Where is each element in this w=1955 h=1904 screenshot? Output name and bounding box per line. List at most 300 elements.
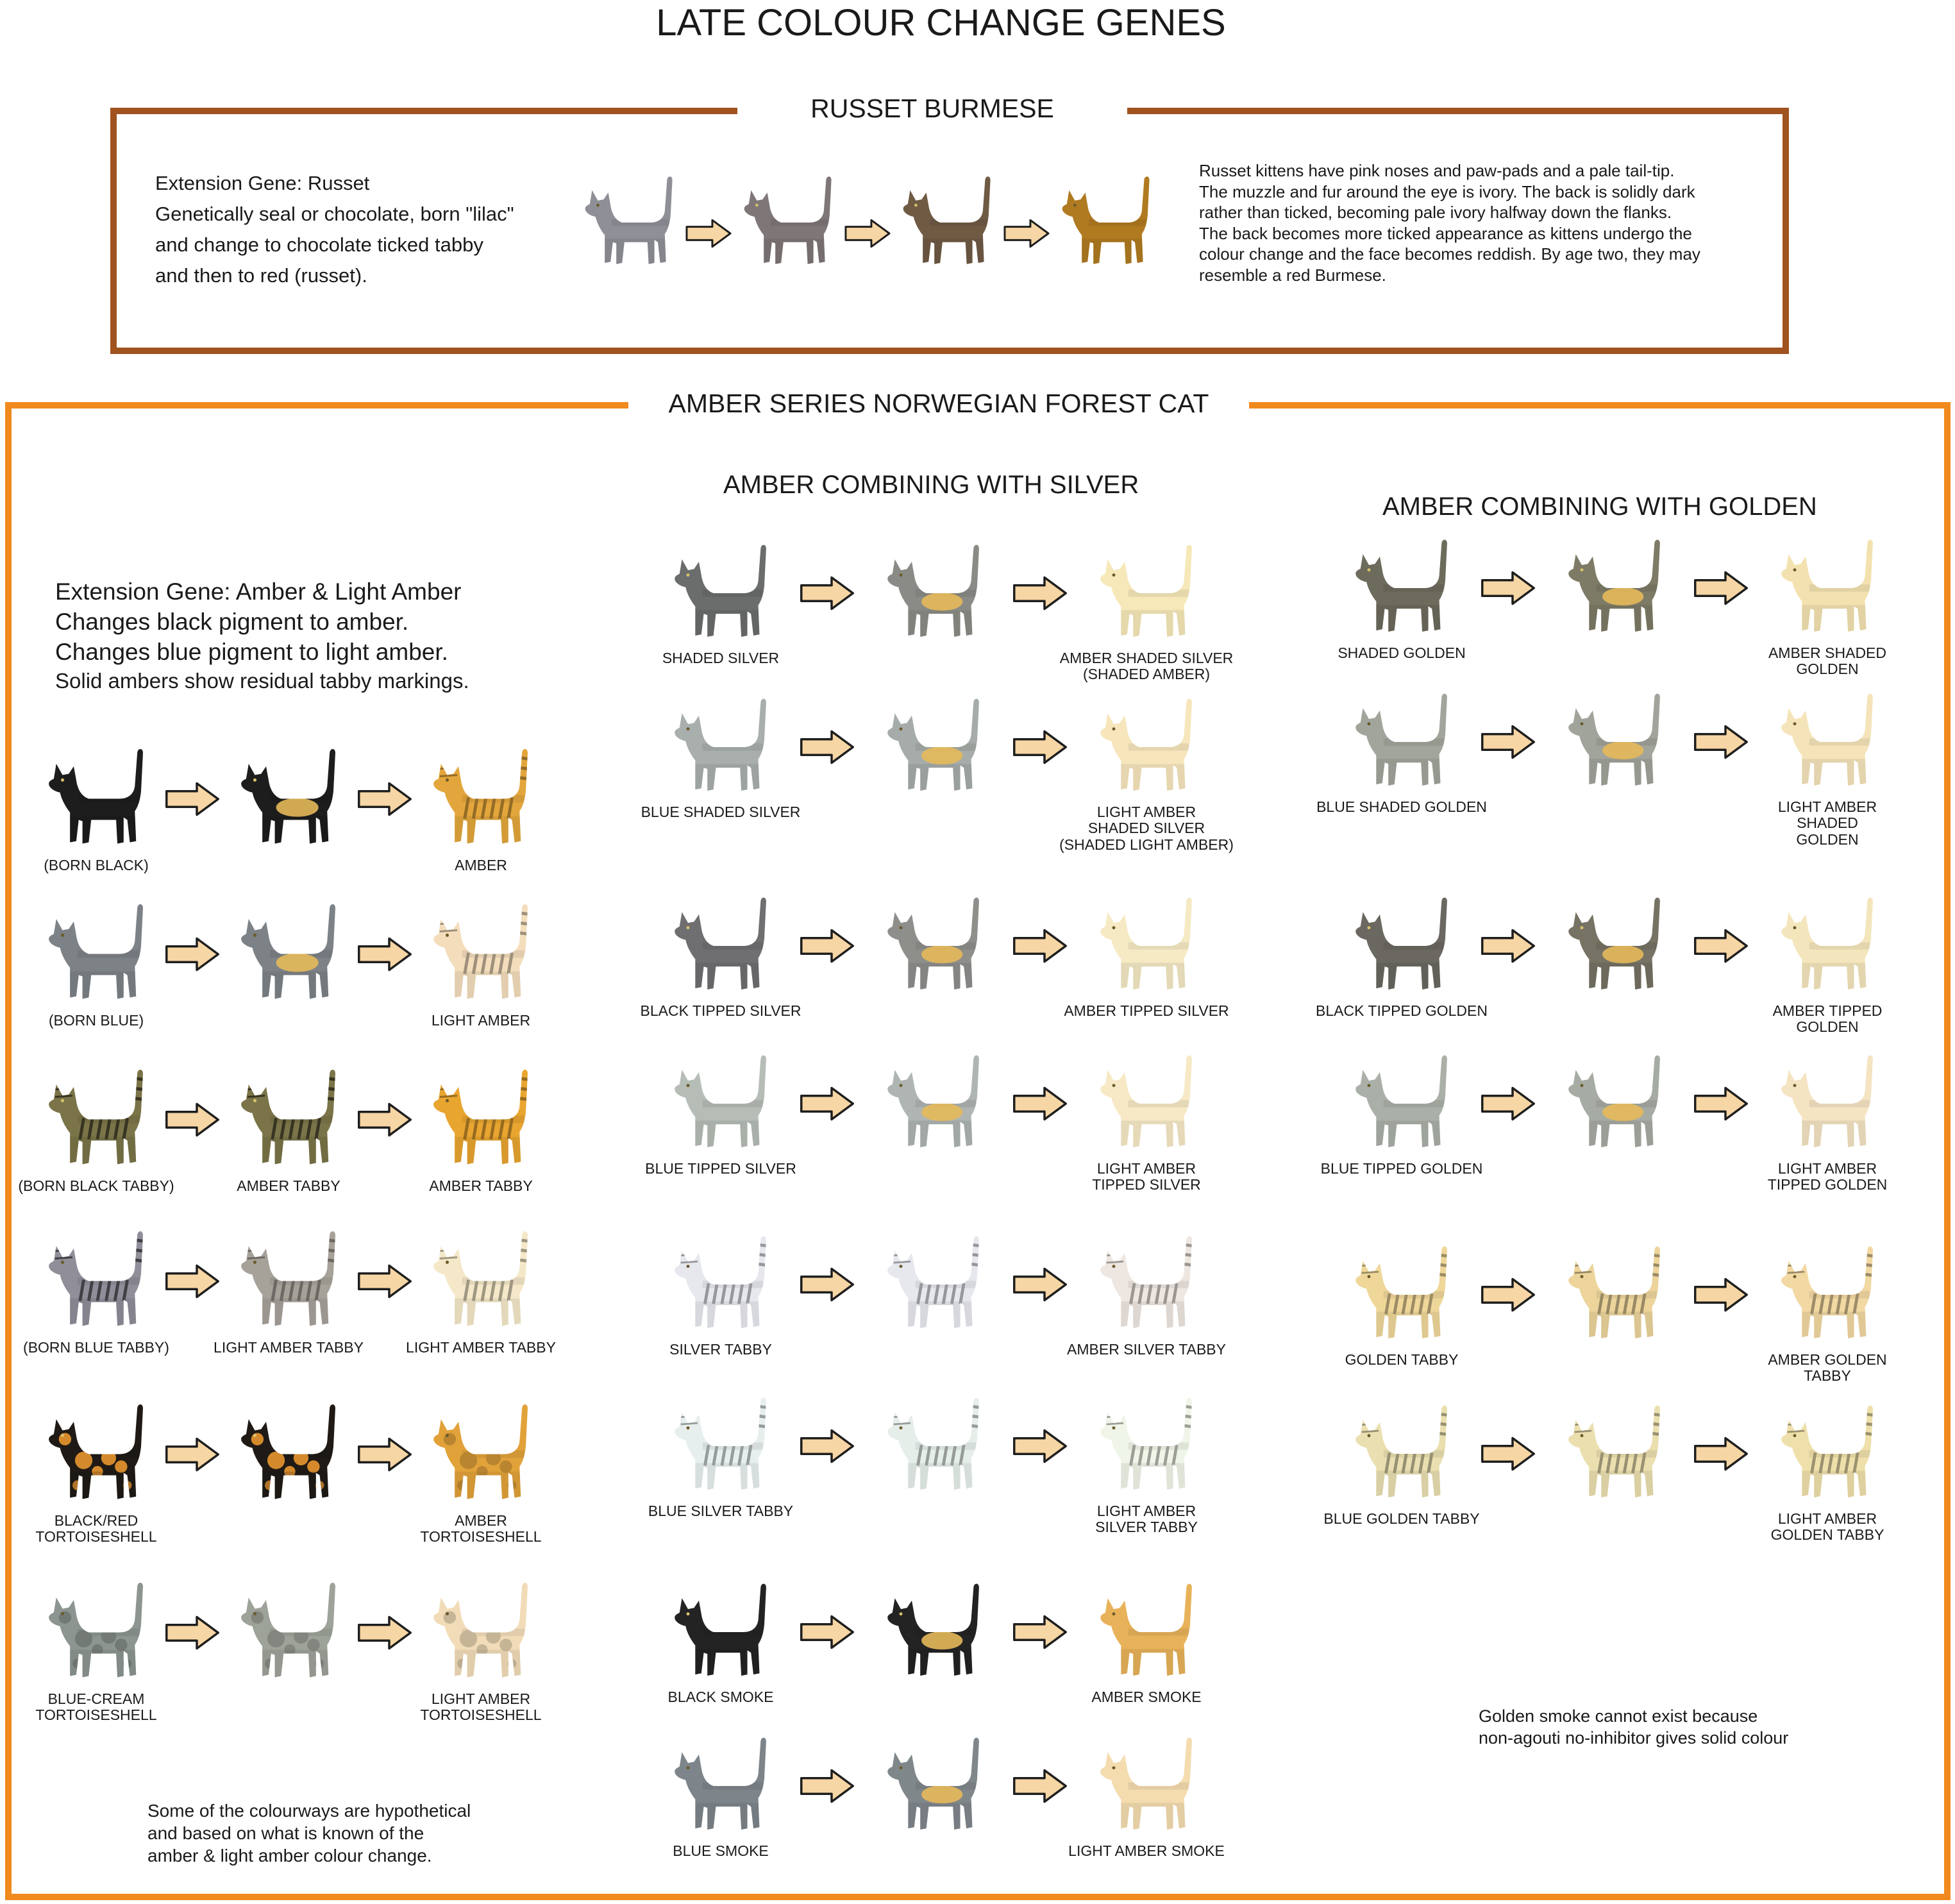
- cat-eye: [1581, 926, 1584, 929]
- left-column-cat: [423, 1063, 539, 1175]
- golden-column-label: GOLDEN TABBY: [1345, 1351, 1459, 1368]
- cat-eye: [914, 204, 918, 207]
- cat-back-shade: [703, 942, 763, 949]
- cat-eye: [1112, 1766, 1116, 1769]
- arrow-right-icon: [1688, 570, 1754, 606]
- arrow-shape: [1482, 931, 1534, 962]
- golden-column-row: [1344, 1240, 1885, 1349]
- arrow-right-icon: [1688, 1277, 1754, 1313]
- face-stripe: [440, 775, 457, 777]
- cat-eye: [1368, 1275, 1371, 1278]
- russet-cat-3: [895, 168, 999, 277]
- face-stripe: [440, 1096, 457, 1097]
- cat-leg-shade: [257, 1299, 338, 1330]
- cat-leg-shade: [903, 764, 982, 794]
- golden-column-label: SHADED GOLDEN: [1338, 644, 1466, 661]
- arrow-shape: [801, 1431, 853, 1462]
- arrow-right-icon: [1475, 1436, 1541, 1472]
- arrow-right-icon: [1475, 928, 1541, 964]
- tail-ring: [1651, 1265, 1660, 1266]
- face-stripe: [440, 1088, 457, 1090]
- arrow-right-icon: [685, 218, 732, 249]
- cat-leg-shade: [691, 1649, 769, 1679]
- russet-desc-line: The muzzle and fur around the eye is ivory. The back is solidly dark: [1199, 181, 1695, 201]
- cat-leg-shade: [600, 239, 675, 267]
- silver-column-label: LIGHT AMBER TIPPED SILVER: [1092, 1160, 1201, 1193]
- cat-leg-shade: [65, 972, 146, 1003]
- cat-eye: [1793, 722, 1797, 725]
- golden-column-cat: [1344, 1049, 1459, 1158]
- footnote-line: Some of the colourways are hypothetical: [147, 1801, 471, 1821]
- tail-ring: [1651, 1255, 1660, 1256]
- cat-eye: [253, 779, 256, 782]
- arrow-shape: [167, 1265, 219, 1297]
- cat-leg-shade: [1372, 1470, 1450, 1501]
- cat-leg-shade: [65, 1650, 146, 1681]
- cat-back-shade: [1809, 738, 1870, 745]
- golden-column-row: [1344, 534, 1885, 643]
- left-column-cat: [423, 1225, 539, 1337]
- silver-column-cat: [1089, 539, 1204, 648]
- tail-ring: [1438, 1433, 1447, 1435]
- arrow-shape: [1695, 573, 1747, 604]
- left-column-row: [38, 743, 539, 855]
- cat-eye: [900, 1766, 903, 1769]
- arrow-shape: [1014, 1431, 1066, 1462]
- silver-column-label: AMBER SMOKE: [1091, 1689, 1202, 1705]
- tail-ring: [757, 1264, 766, 1265]
- cat-eye: [1793, 926, 1797, 929]
- tail-ring: [1651, 1433, 1660, 1435]
- left-column-label: (BORN BLACK): [44, 857, 149, 873]
- tortie-patch: [444, 1611, 456, 1623]
- tail-ring: [1438, 1424, 1447, 1425]
- page-title: LATE COLOUR CHANGE GENES: [656, 2, 1226, 44]
- left-column-label: BLACK/RED TORTOISESHELL: [35, 1512, 157, 1546]
- cat-back-shade: [703, 743, 763, 750]
- russet-heading: RUSSET BURMESE: [737, 94, 1127, 124]
- cat-eye: [1112, 1426, 1116, 1429]
- cat-eye: [61, 1612, 64, 1615]
- cat-back-shade: [1384, 942, 1444, 949]
- cat-leg-shade: [903, 1120, 982, 1150]
- silver-column-cat: [1089, 891, 1204, 1000]
- cat-leg-shade: [691, 1803, 769, 1833]
- silver-column-label: LIGHT AMBER SMOKE: [1068, 1842, 1225, 1859]
- golden-column-label: AMBER GOLDEN TABBY: [1768, 1351, 1887, 1385]
- arrow-shape: [167, 1617, 219, 1648]
- cat-leg-shade: [1584, 1120, 1663, 1150]
- cat-leg-shade: [257, 1650, 338, 1681]
- silver-column-label: AMBER SHADED SILVER (SHADED AMBER): [1059, 650, 1234, 683]
- cat-back-shade: [1384, 584, 1444, 591]
- silver-column-cat: [876, 1578, 991, 1687]
- cat-eye: [61, 934, 64, 937]
- face-stripe: [1788, 1431, 1804, 1432]
- silver-column-heading: AMBER COMBINING WITH SILVER: [723, 471, 1139, 499]
- cat-eye: [61, 1261, 64, 1264]
- arrow-right-icon: [353, 781, 417, 817]
- silver-column-cat: [663, 1230, 778, 1339]
- tail-ring: [518, 1098, 528, 1099]
- cat-eye: [687, 1766, 690, 1769]
- russet-desc-line: resemble a red Burmese.: [1199, 265, 1386, 285]
- left-column-cat: [423, 1576, 539, 1689]
- tail-ring: [518, 1240, 528, 1241]
- tail-ring: [518, 1260, 528, 1261]
- cat-eye: [687, 1265, 690, 1268]
- arrow-right-icon: [1007, 1086, 1073, 1122]
- tail-ring: [1651, 1274, 1660, 1276]
- tortie-patch: [251, 1433, 264, 1445]
- tail-ring: [326, 1240, 335, 1241]
- cat-leg-shade: [1797, 605, 1876, 635]
- cat-eye: [1793, 568, 1797, 571]
- left-column-label: (BORN BLACK TABBY): [18, 1177, 174, 1194]
- tail-ring: [757, 1254, 766, 1256]
- left-column-cat: [38, 1576, 154, 1689]
- arrow-shape: [359, 1617, 411, 1648]
- tail-ring: [518, 757, 528, 759]
- golden-column-cat: [1344, 891, 1459, 1000]
- cat-leg-shade: [918, 239, 993, 267]
- tail-ring: [1183, 1416, 1192, 1417]
- cat-eye: [61, 779, 64, 782]
- cat-eye: [900, 1084, 903, 1087]
- cat-leg-shade: [691, 1301, 769, 1331]
- cat-eye: [1581, 1275, 1584, 1278]
- golden-column-label: LIGHT AMBER TIPPED GOLDEN: [1767, 1160, 1888, 1193]
- tail-ring: [133, 1098, 143, 1099]
- cat-leg-shade: [449, 1137, 530, 1168]
- silver-column-label: BLACK TIPPED SILVER: [640, 1002, 801, 1019]
- silver-column-cat: [876, 693, 991, 802]
- golden-column-cat: [1557, 1240, 1672, 1349]
- tail-ring: [1183, 1254, 1192, 1256]
- cat-eye: [1793, 1275, 1797, 1278]
- russet-gene-line: and then to red (russet).: [155, 264, 367, 287]
- golden-column-cat: [1344, 1399, 1459, 1508]
- cat-eye: [1073, 204, 1077, 207]
- arrow-shape: [1014, 1617, 1066, 1648]
- left-column-label: LIGHT AMBER TABBY: [406, 1339, 556, 1356]
- arrow-shape: [1695, 727, 1747, 758]
- cat-back-shade: [1384, 738, 1444, 745]
- arrow-right-icon: [1688, 928, 1754, 964]
- cat-leg-shade: [1372, 759, 1450, 789]
- tail-ring: [1651, 1414, 1660, 1415]
- cat-back-shade: [703, 1782, 763, 1789]
- cat-leg-shade: [1116, 1301, 1195, 1331]
- tail-ring: [757, 1406, 766, 1408]
- cat-leg-shade: [1116, 1649, 1195, 1679]
- russet-cat-2: [736, 168, 840, 277]
- cat-eye: [900, 1612, 903, 1615]
- tail-ring: [518, 932, 528, 934]
- golden-column-cat: [1557, 687, 1672, 796]
- tortie-patch: [92, 1466, 103, 1478]
- arrow-shape: [1482, 1088, 1534, 1120]
- amber-midsection: [1602, 587, 1643, 605]
- left-column-cat: [38, 898, 154, 1010]
- arrow-shape: [1005, 220, 1048, 246]
- amber-midsection: [1602, 1103, 1643, 1121]
- cat-eye: [1368, 1084, 1371, 1087]
- silver-column-cat: [1089, 693, 1204, 802]
- face-stripe: [1362, 1272, 1379, 1273]
- tortie-patch: [284, 1466, 296, 1478]
- arrow-right-icon: [1475, 570, 1541, 606]
- tail-ring: [757, 1426, 766, 1427]
- arrow-right-icon: [1007, 1768, 1073, 1804]
- cat-eye: [687, 926, 690, 929]
- cat-leg-shade: [257, 1137, 338, 1168]
- cat-leg-shade: [65, 1299, 146, 1330]
- cat-leg-shade: [65, 1137, 146, 1168]
- left-column-cat: [423, 898, 539, 1010]
- silver-column-cat: [663, 1578, 778, 1687]
- silver-column-cat: [1089, 1731, 1204, 1841]
- arrow-right-icon: [794, 729, 860, 765]
- face-stripe: [1362, 1265, 1379, 1266]
- arrow-right-icon: [160, 1263, 224, 1299]
- face-stripe: [894, 1254, 910, 1256]
- tortie-patch: [486, 1629, 501, 1644]
- left-column-cat: [38, 743, 154, 855]
- silver-column-row: [663, 1230, 1204, 1339]
- tail-ring: [1864, 1255, 1873, 1256]
- arrow-shape: [846, 220, 889, 246]
- cat-back-shade: [78, 795, 140, 803]
- golden-column-cat: [1770, 687, 1885, 796]
- arrow-shape: [1482, 727, 1534, 758]
- cat-leg-shade: [903, 1301, 982, 1331]
- left-column-cat: [38, 1398, 154, 1510]
- silver-column-row: [663, 891, 1204, 1000]
- cat-leg-shade: [691, 610, 769, 640]
- cat-back-shade: [1129, 1100, 1189, 1107]
- arrow-shape: [801, 1617, 853, 1648]
- cat-back-shade: [1129, 942, 1189, 949]
- face-stripe: [55, 1258, 72, 1259]
- silver-column-cat: [876, 1392, 991, 1501]
- tail-ring: [1438, 1274, 1447, 1276]
- amber-gene-line: Changes blue pigment to light amber.: [55, 638, 448, 665]
- arrow-shape: [801, 1088, 853, 1120]
- tortie-patch: [59, 1611, 71, 1623]
- amber-midsection: [921, 1631, 962, 1649]
- tortie-patch: [267, 1452, 285, 1469]
- cat-back-shade: [1129, 1782, 1189, 1789]
- arrow-shape: [1014, 1771, 1066, 1802]
- cat-back-shade: [1809, 1100, 1870, 1107]
- tail-ring: [133, 1250, 143, 1251]
- face-stripe: [55, 1096, 72, 1097]
- tortie-patch: [476, 1644, 488, 1656]
- tail-ring: [326, 1098, 335, 1099]
- arrow-shape: [687, 220, 730, 246]
- silver-column-label: SILVER TABBY: [669, 1341, 772, 1358]
- arrow-shape: [801, 931, 853, 962]
- golden-column-cat: [1770, 1240, 1885, 1349]
- silver-column-label: BLUE SILVER TABBY: [648, 1503, 794, 1519]
- golden-column-cat: [1770, 891, 1885, 1000]
- golden-column-cat: [1770, 534, 1885, 643]
- tail-ring: [326, 1260, 335, 1261]
- golden-column-cat: [1344, 687, 1459, 796]
- cat-leg-shade: [257, 1472, 338, 1503]
- russet-desc-line: The back becomes more ticked appearance as kittens undergo the: [1199, 223, 1692, 243]
- left-column-label: AMBER: [455, 857, 507, 873]
- silver-column-row: [663, 1392, 1204, 1501]
- cat-eye: [1581, 1434, 1584, 1437]
- left-column-label: LIGHT AMBER: [431, 1012, 531, 1029]
- russet-desc-line: colour change and the face becomes reddish. By age two, they may: [1199, 244, 1700, 264]
- cat-back-shade: [1129, 1628, 1189, 1635]
- silver-column-cat: [663, 1731, 778, 1841]
- tail-ring: [1438, 1255, 1447, 1256]
- tail-ring: [1864, 1424, 1873, 1425]
- arrow-right-icon: [794, 1614, 860, 1650]
- arrow-right-icon: [1007, 1614, 1073, 1650]
- tail-ring: [518, 1078, 528, 1079]
- tortie-patch: [101, 1451, 116, 1465]
- tortie-patch: [460, 1630, 477, 1647]
- cat-eye: [687, 573, 690, 577]
- silver-column-cat: [1089, 1049, 1204, 1158]
- arrow-right-icon: [1475, 724, 1541, 760]
- tortie-patch: [476, 1466, 488, 1478]
- arrow-right-icon: [160, 1436, 224, 1472]
- cat-eye: [900, 727, 903, 730]
- arrow-shape: [1482, 1279, 1534, 1311]
- cat-eye: [687, 727, 690, 730]
- left-column-label: AMBER TORTOISESHELL: [420, 1512, 542, 1546]
- russet-sequence: [577, 168, 1158, 277]
- face-stripe: [440, 768, 457, 769]
- cat-eye: [1368, 722, 1371, 725]
- tail-ring: [326, 1250, 335, 1251]
- cat-eye: [446, 934, 449, 937]
- tail-ring: [1864, 1414, 1873, 1415]
- silver-column-label: LIGHT AMBER SILVER TABBY: [1095, 1503, 1198, 1536]
- tail-ring: [133, 1260, 143, 1261]
- tail-ring: [1438, 1414, 1447, 1415]
- arrow-shape: [359, 1104, 411, 1135]
- silver-column-label: BLUE TIPPED SILVER: [645, 1160, 796, 1177]
- cat-eye: [1112, 573, 1116, 577]
- arrow-shape: [1014, 1088, 1066, 1120]
- silver-column-cat: [876, 1230, 991, 1339]
- left-column-cat: [231, 1225, 346, 1337]
- face-stripe: [1107, 1261, 1123, 1263]
- cat-leg-shade: [1116, 764, 1195, 794]
- cat-back-shade: [1129, 589, 1189, 596]
- golden-column-label: AMBER TIPPED GOLDEN: [1772, 1002, 1883, 1036]
- face-stripe: [1788, 1424, 1804, 1425]
- cat-eye: [1368, 568, 1371, 571]
- tail-ring: [1438, 1265, 1447, 1266]
- arrow-right-icon: [353, 1102, 417, 1138]
- silver-column-cat: [663, 1392, 778, 1501]
- golden-column-heading: AMBER COMBINING WITH GOLDEN: [1382, 493, 1817, 521]
- arrow-shape: [801, 1771, 853, 1802]
- cat-leg-shade: [1584, 759, 1663, 789]
- cat-eye: [1793, 1434, 1797, 1437]
- silver-column-row: [663, 1049, 1204, 1158]
- amber-gene-text: [55, 577, 469, 695]
- arrow-shape: [1482, 1438, 1534, 1470]
- face-stripe: [1788, 1272, 1804, 1273]
- cat-leg-shade: [1116, 610, 1195, 640]
- face-stripe: [440, 1250, 457, 1251]
- tail-ring: [1183, 1245, 1192, 1246]
- left-column-cat: [231, 1063, 346, 1175]
- arrow-right-icon: [1007, 1267, 1073, 1302]
- face-stripe: [248, 1258, 265, 1259]
- arrow-shape: [1695, 931, 1747, 962]
- golden-column-cat: [1557, 891, 1672, 1000]
- tail-ring: [1864, 1274, 1873, 1276]
- tortie-patch: [284, 1644, 296, 1656]
- cat-back-shade: [703, 589, 763, 596]
- silver-column-row: [663, 1731, 1204, 1841]
- arrow-shape: [359, 1438, 411, 1470]
- face-stripe: [1107, 1423, 1123, 1424]
- tail-ring: [518, 777, 528, 779]
- face-stripe: [1575, 1424, 1591, 1425]
- cat-leg-shade: [1372, 963, 1450, 993]
- cat-leg-shade: [903, 1463, 982, 1493]
- left-column-cat: [38, 1225, 154, 1337]
- cat-leg-shade: [449, 1472, 530, 1503]
- cat-leg-shade: [1372, 1120, 1450, 1150]
- cat-leg-shade: [691, 764, 769, 794]
- cat-eye: [253, 1434, 256, 1437]
- tail-ring: [518, 923, 528, 924]
- tail-ring: [1183, 1406, 1192, 1408]
- cat-eye: [1112, 1265, 1116, 1268]
- cat-leg-shade: [1116, 1803, 1195, 1833]
- tortie-patch: [444, 1433, 456, 1445]
- russet-cat-4: [1054, 168, 1158, 277]
- face-stripe: [1575, 1272, 1591, 1273]
- cat-eye: [1581, 722, 1584, 725]
- footnote-line: amber & light amber colour change.: [147, 1846, 432, 1866]
- face-stripe: [681, 1261, 698, 1263]
- silver-column-row: [663, 693, 1204, 802]
- arrow-shape: [1014, 732, 1066, 763]
- golden-column-cat: [1557, 1399, 1672, 1508]
- cat-eye: [253, 1261, 256, 1264]
- cat-leg-shade: [903, 1649, 982, 1679]
- face-stripe: [248, 1250, 265, 1251]
- cat-leg-shade: [1797, 963, 1876, 993]
- arrow-right-icon: [1007, 729, 1073, 765]
- silver-column-cat: [663, 539, 778, 648]
- cat-eye: [755, 204, 759, 207]
- silver-column-cat: [876, 891, 991, 1000]
- left-column-cat: [423, 1398, 539, 1510]
- cat-eye: [1581, 1084, 1584, 1087]
- face-stripe: [1575, 1265, 1591, 1266]
- arrow-right-icon: [794, 1428, 860, 1464]
- tail-ring: [970, 1264, 979, 1265]
- cat-back-shade: [703, 1100, 763, 1107]
- golden-column-label: LIGHT AMBER SHADED GOLDEN: [1777, 798, 1877, 848]
- arrow-right-icon: [794, 1267, 860, 1302]
- cat-eye: [1368, 926, 1371, 929]
